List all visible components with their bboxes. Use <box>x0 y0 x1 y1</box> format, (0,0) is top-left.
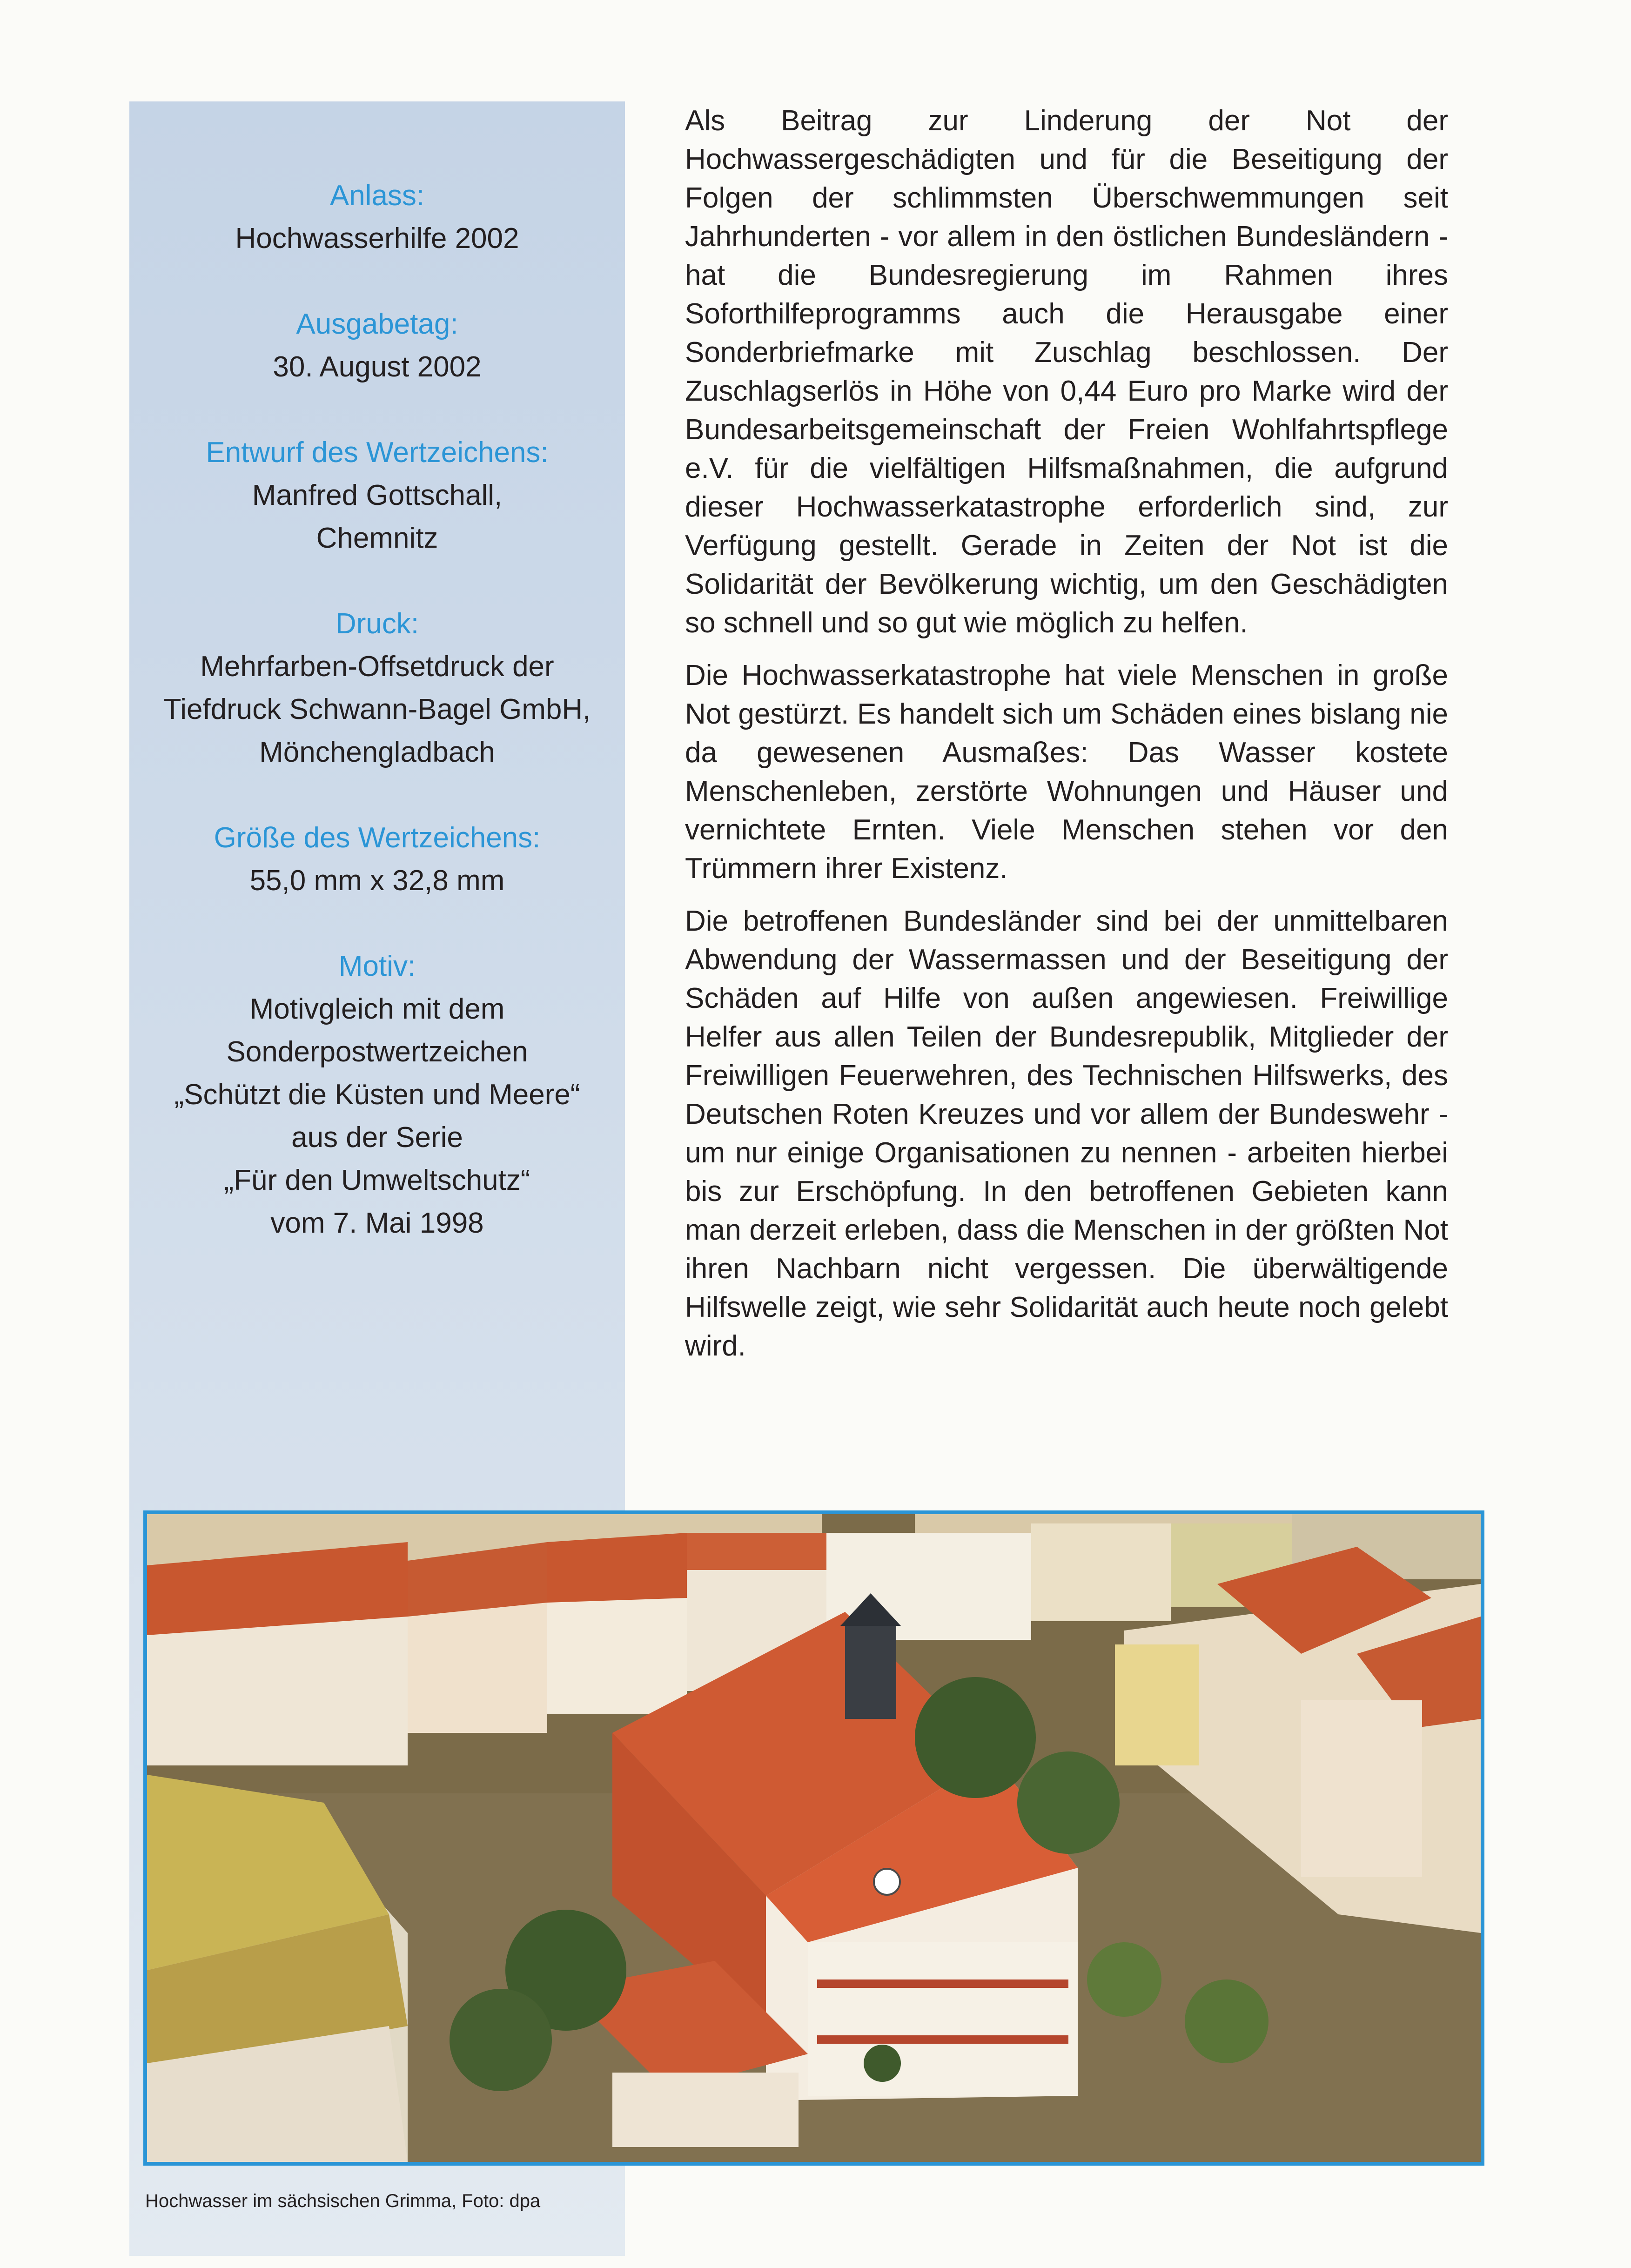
fact-value <box>129 988 625 1245</box>
fact-value <box>129 474 625 560</box>
fact-line: „Für den Umweltschutz“ <box>224 1164 530 1196</box>
fact-line: 30. August 2002 <box>273 351 482 383</box>
fact-value <box>129 645 625 774</box>
fact-line: Mönchengladbach <box>259 736 495 768</box>
fact-label: Entwurf des Wertzeichens: <box>206 436 549 469</box>
fact-line: Hochwasserhilfe 2002 <box>235 222 519 255</box>
paragraph: Als Beitrag zur Linderung der Not der Hochwassergeschädigten und für die Beseitigung der Folgen der schlimmsten Überschwemmungen seit Jahrhunderten - vor allem in den östlichen Bundesländern - hat die Bundesregierung im Rahmen ihres Soforthilfeprogramms auch die Herausgabe einer Sonderbriefmarke mit Zuschlag beschlossen. Der Zuschlagserlös in Höhe von 0,44 Euro pro Marke wird der Bundesarbeitsgemeinschaft der Freien Wohlfahrtspflege e.V. für die vielfältigen Hilfsmaßnahmen, die aufgrund dieser Hochwasserkatastrophe erforderlich sind, zur Verfügung gestellt. Gerade in Zeiten der Not ist die Solidarität der Bevölkerung wichtig, um den Geschädigten so schnell und so gut wie möglich zu helfen. <box>685 105 1448 639</box>
fact-motif <box>129 945 625 1245</box>
flood-photo-illustration <box>147 1514 1481 2162</box>
fact-value <box>129 217 625 260</box>
fact-value <box>129 859 625 902</box>
fact-line: Mehrfarben-Offsetdruck der <box>200 651 554 683</box>
fact-value <box>129 346 625 389</box>
article-body <box>685 101 1448 1379</box>
fact-design <box>129 431 625 560</box>
fact-line: Motivgleich mit dem <box>249 993 505 1025</box>
fact-label: Größe des Wertzeichens: <box>214 822 541 854</box>
photo-caption: Hochwasser im sächsischen Grimma, Foto: dpa <box>145 2191 541 2211</box>
paragraph: Die Hochwasserkatastrophe hat viele Menschen in große Not gestürzt. Es handelt sich um Schäden eines bislang nie da gewesenen Ausmaßes: Das Wasser kostete Menschenleben, zerstörte Wohnungen und Häuser und vernichtete Ernten. Viele Menschen stehen vor den Trümmern ihrer Existenz. <box>685 659 1448 885</box>
paragraph: Die betroffenen Bundesländer sind bei der unmittelbaren Abwendung der Wassermassen und der Beseitigung der Schäden auf Hilfe von außen angewiesen. Freiwillige Helfer aus allen Teilen der Bundesrepublik, Mitglieder der Freiwilligen Feuerwehren, des Technischen Hilfswerks, des Deutschen Roten Kreuzes und vor allem der Bundeswehr - um nur einige Organisationen zu nennen - arbeiten hierbei bis zur Erschöpfung. In den betroffenen Gebieten kann man derzeit erleben, dass die Menschen in der größten Not ihren Nachbarn nicht vergessen. Die überwältigende Hilfswelle zeigt, wie sehr Solidarität auch heute noch gelebt wird. <box>685 905 1448 1362</box>
flood-photo <box>143 1510 1484 2166</box>
fact-line: vom 7. Mai 1998 <box>270 1207 484 1239</box>
fact-line: Manfred Gottschall, <box>252 479 503 511</box>
fact-issue-date <box>129 303 625 389</box>
fact-printing <box>129 603 625 774</box>
fact-size <box>129 817 625 902</box>
fact-label: Ausgabetag: <box>296 308 458 340</box>
fact-line: Chemnitz <box>316 522 438 554</box>
fact-label: Anlass: <box>329 180 425 212</box>
fact-line: 55,0 mm x 32,8 mm <box>249 865 505 897</box>
fact-label: Motiv: <box>338 950 416 982</box>
fact-line: Tiefdruck Schwann-Bagel GmbH, <box>163 693 591 725</box>
fact-label: Druck: <box>335 608 419 640</box>
fact-line: Sonderpostwertzeichen <box>226 1036 528 1068</box>
fact-line: „Schützt die Küsten und Meere“ <box>174 1079 580 1111</box>
fact-line: aus der Serie <box>291 1121 463 1154</box>
facts-list <box>129 174 625 1288</box>
fact-occasion <box>129 174 625 260</box>
